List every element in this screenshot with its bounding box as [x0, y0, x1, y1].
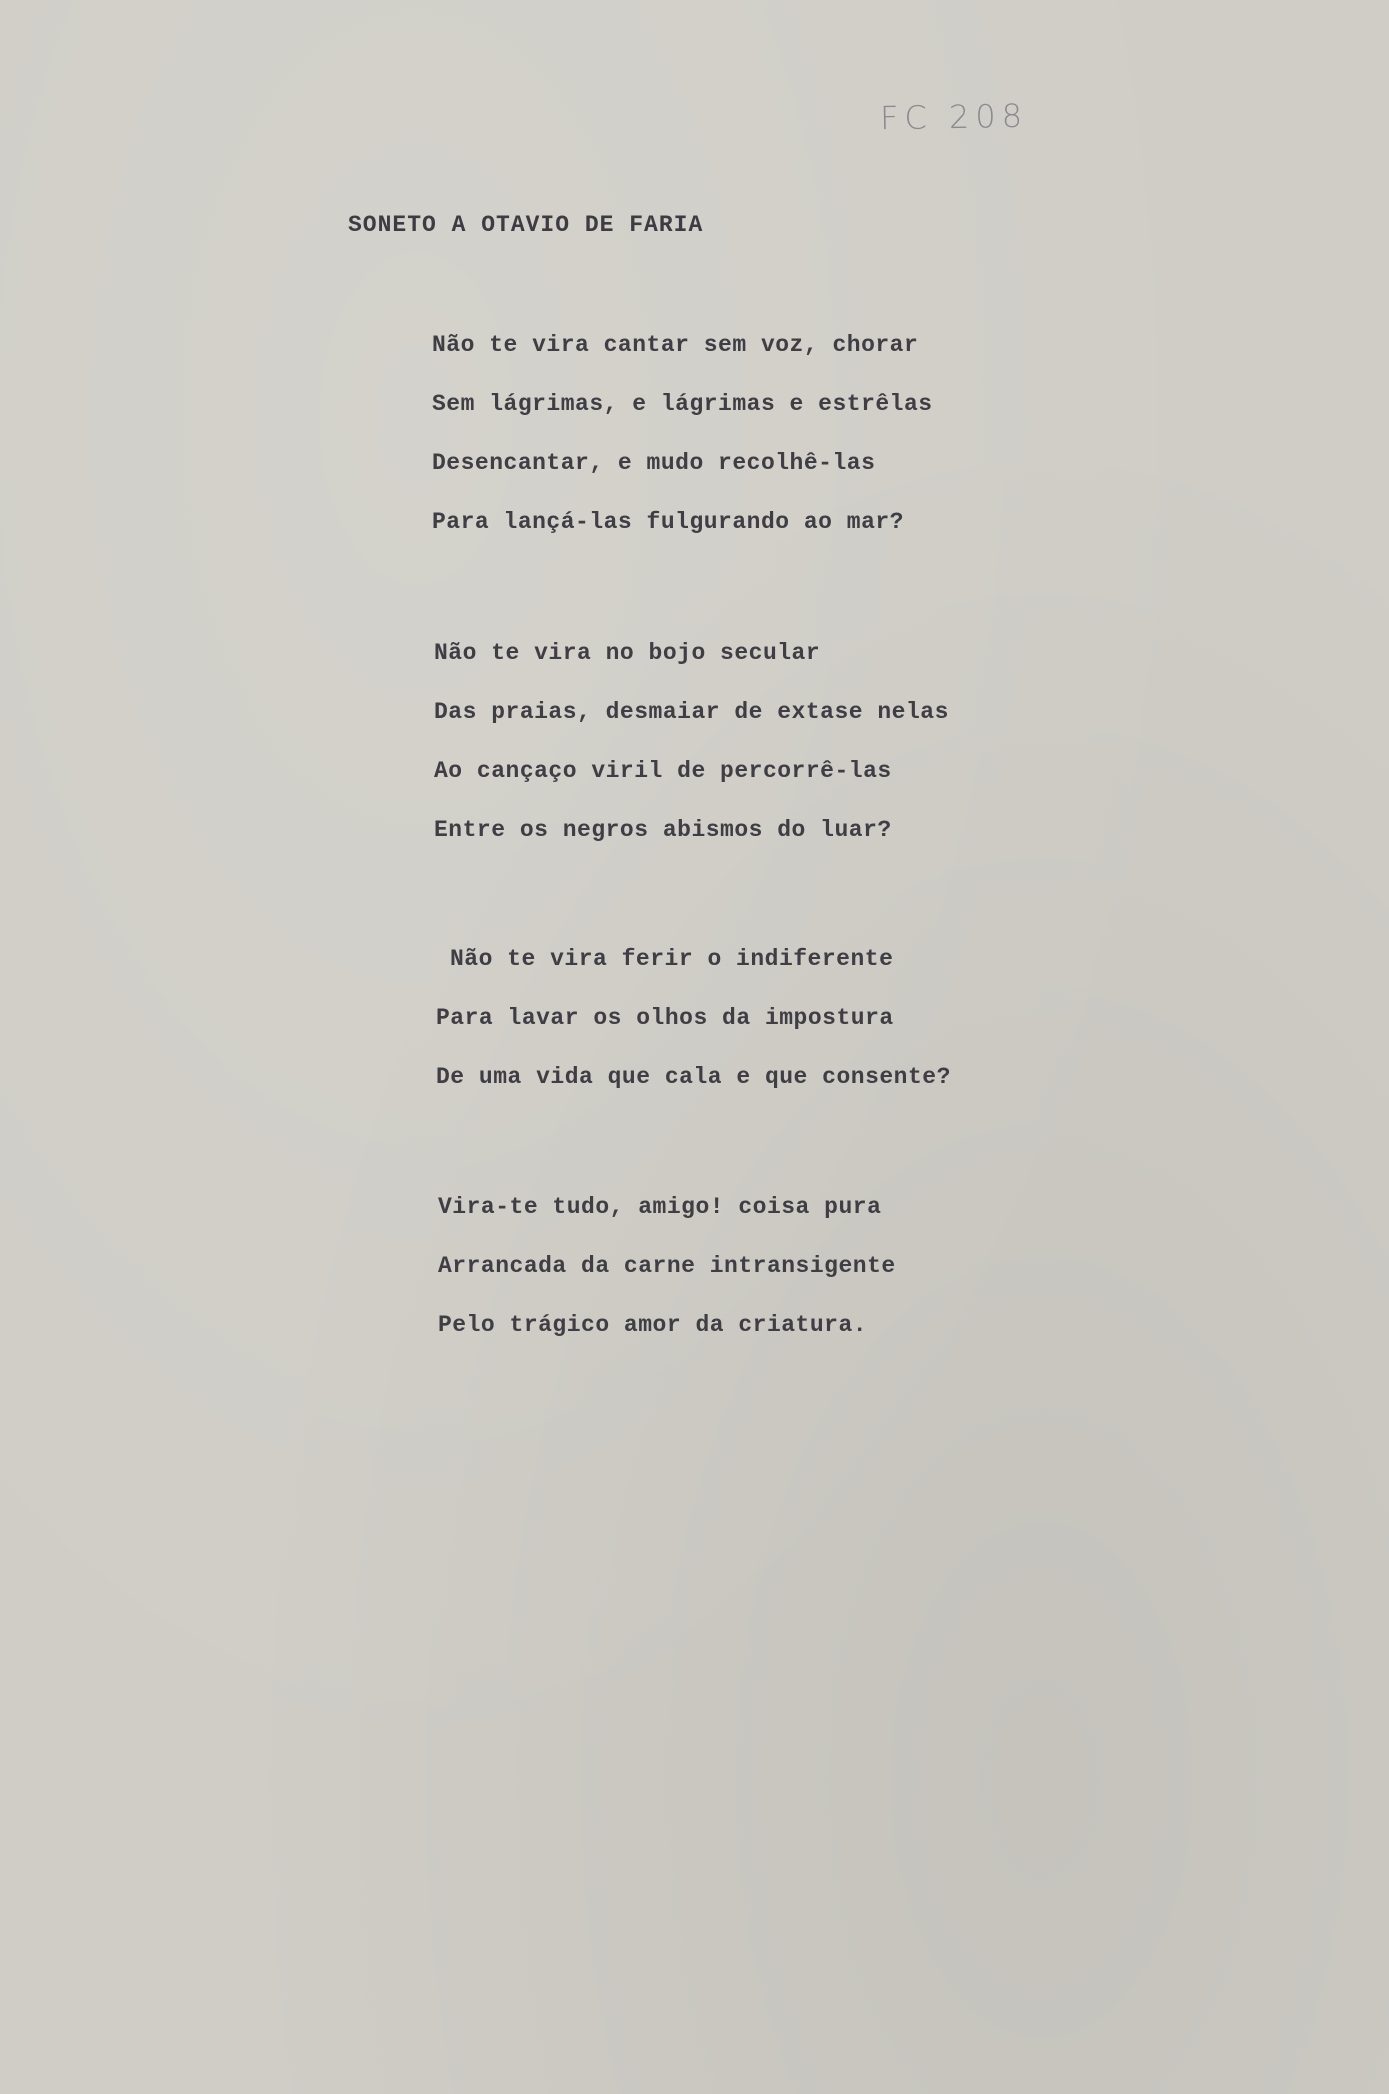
poem-line: Sem lágrimas, e lágrimas e estrêlas	[432, 391, 933, 417]
stanza-1	[432, 316, 933, 552]
poem-line: Ao cançaço viril de percorrê-las	[434, 758, 892, 784]
poem-line: Não te vira cantar sem voz, chorar	[432, 332, 919, 358]
stanza-2	[434, 624, 949, 860]
poem-line: De uma vida que cala e que consente?	[436, 1064, 951, 1090]
poem-line: Não te vira ferir o indiferente	[450, 946, 894, 972]
poem-line: Pelo trágico amor da criatura.	[438, 1312, 868, 1338]
poem-line: Das praias, desmaiar de extase nelas	[434, 699, 949, 725]
poem-line: Para lançá-las fulgurando ao mar?	[432, 509, 904, 535]
poem-line: Arrancada da carne intransigente	[438, 1253, 896, 1279]
stanza-3	[436, 930, 951, 1107]
poem-line: Para lavar os olhos da impostura	[436, 1005, 894, 1031]
poem-line: Desencantar, e mudo recolhê-las	[432, 450, 876, 476]
poem-line: Vira-te tudo, amigo! coisa pura	[438, 1194, 882, 1220]
stanza-4	[438, 1178, 896, 1355]
poem-line: Não te vira no bojo secular	[434, 640, 821, 666]
catalog-number: FC 208	[879, 96, 1029, 138]
poem-line: Entre os negros abismos do luar?	[434, 817, 892, 843]
poem-title: SONETO A OTAVIO DE FARIA	[348, 212, 704, 238]
